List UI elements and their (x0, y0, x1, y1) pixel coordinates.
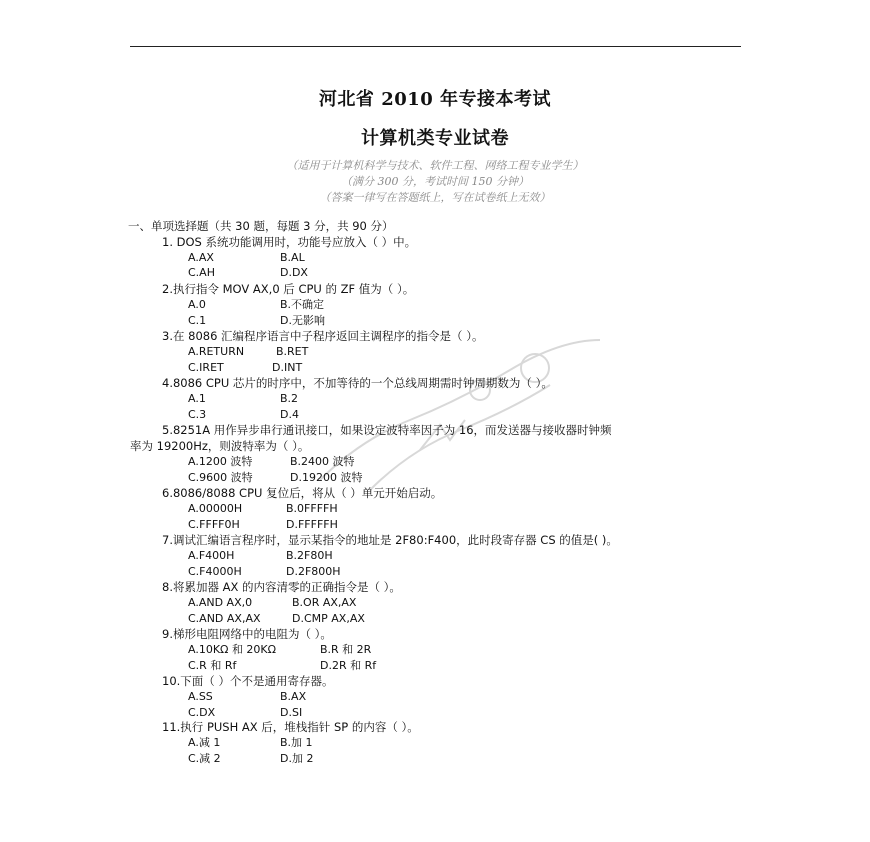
question-11-option-b: B.加 1 (280, 736, 313, 749)
question-2-option-a: A.0 (188, 298, 206, 311)
exam-title: 河北省 2010 年专接本考试 (318, 89, 552, 110)
exam-note-applicable: （适用于计算机科学与技术、软件工程、网络工程专业学生） (286, 159, 584, 172)
question-9-option-a: A.10KΩ 和 20KΩ (188, 643, 277, 656)
exam-subtitle: 计算机类专业试卷 (361, 128, 509, 149)
question-3-option-c: C.IRET (188, 361, 224, 374)
question-5-stem-continued: 率为 19200Hz，则波特率为（ ）。 (130, 439, 310, 453)
question-3-option-a: A.RETURN (188, 345, 245, 358)
question-2-option-b: B.不确定 (280, 298, 325, 311)
section-title: 一、单项选择题（共 30 题，每题 3 分，共 90 分） (128, 219, 394, 233)
question-5-option-a: A.1200 波特 (188, 455, 253, 468)
question-11-option-c: C.减 2 (188, 752, 221, 765)
question-4-option-b: B.2 (280, 392, 299, 405)
question-1-option-d: D.DX (280, 266, 308, 279)
question-1-stem: 1. DOS 系统功能调用时，功能号应放入（ ）中。 (162, 235, 417, 249)
question-8-option-b: B.OR AX,AX (292, 596, 357, 609)
question-7-option-a: A.F400H (188, 549, 235, 562)
header-rule (130, 46, 741, 47)
question-10-option-d: D.SI (280, 706, 303, 719)
question-3-stem: 3.在 8086 汇编程序语言中子程序返回主调程序的指令是（ ）。 (162, 329, 484, 343)
question-4-option-c: C.3 (188, 408, 207, 421)
question-10-stem: 10.下面（ ）个不是通用寄存器。 (162, 674, 334, 688)
exam-note-answer-sheet: （答案一律写在答题纸上，写在试卷纸上无效） (319, 191, 551, 204)
question-6-option-d: D.FFFFFH (286, 518, 338, 531)
question-1-option-c: C.AH (188, 266, 215, 279)
question-8-stem: 8.将累加器 AX 的内容清零的正确指令是（ ）。 (162, 580, 401, 594)
question-2-option-d: D.无影响 (280, 314, 325, 327)
question-7-stem: 7.调试汇编语言程序时，显示某指令的地址是 2F80:F400，此时段寄存器 CS 的值是( )。 (162, 533, 618, 547)
question-11-stem: 11.执行 PUSH AX 后，堆栈指针 SP 的内容（ ）。 (162, 720, 419, 734)
question-9-option-d: D.2R 和 Rf (320, 659, 377, 672)
question-2-option-c: C.1 (188, 314, 207, 327)
question-5-option-d: D.19200 波特 (290, 471, 363, 484)
question-5-stem: 5.8251A 用作异步串行通讯接口，如果设定波特率因子为 16，而发送器与接收器时钟频 (162, 423, 612, 437)
question-1-option-a: A.AX (188, 251, 214, 264)
question-6-option-a: A.00000H (188, 502, 243, 515)
question-10-option-c: C.DX (188, 706, 216, 719)
question-8-option-a: A.AND AX,0 (188, 596, 253, 609)
question-4-option-a: A.1 (188, 392, 206, 405)
question-6-stem: 6.8086/8088 CPU 复位后，将从（ ）单元开始启动。 (162, 486, 443, 500)
question-7-option-c: C.F4000H (188, 565, 242, 578)
question-5-option-c: C.9600 波特 (188, 471, 253, 484)
question-4-stem: 4.8086 CPU 芯片的时序中，不加等待的一个总线周期需时钟周期数为（ ）。 (162, 376, 553, 390)
question-10-option-b: B.AX (280, 690, 307, 703)
question-1-option-b: B.AL (280, 251, 305, 264)
question-3-option-b: B.RET (276, 345, 309, 358)
question-10-option-a: A.SS (188, 690, 213, 703)
question-11-option-a: A.减 1 (188, 736, 221, 749)
question-8-option-c: C.AND AX,AX (188, 612, 261, 625)
question-5-option-b: B.2400 波特 (290, 455, 355, 468)
question-9-stem: 9.梯形电阻网络中的电阻为（ ）。 (162, 627, 332, 641)
question-7-option-b: B.2F80H (286, 549, 333, 562)
question-7-option-d: D.2F800H (286, 565, 341, 578)
question-4-option-d: D.4 (280, 408, 299, 421)
question-9-option-b: B.R 和 2R (320, 643, 372, 656)
exam-note-score-time: （满分 300 分，考试时间 150 分钟） (341, 175, 529, 188)
question-9-option-c: C.R 和 Rf (188, 659, 237, 672)
question-11-option-d: D.加 2 (280, 752, 314, 765)
question-3-option-d: D.INT (272, 361, 303, 374)
question-8-option-d: D.CMP AX,AX (292, 612, 365, 625)
question-2-stem: 2.执行指令 MOV AX,0 后 CPU 的 ZF 值为（ ）。 (162, 282, 415, 296)
question-6-option-c: C.FFFF0H (188, 518, 240, 531)
question-6-option-b: B.0FFFFH (286, 502, 338, 515)
